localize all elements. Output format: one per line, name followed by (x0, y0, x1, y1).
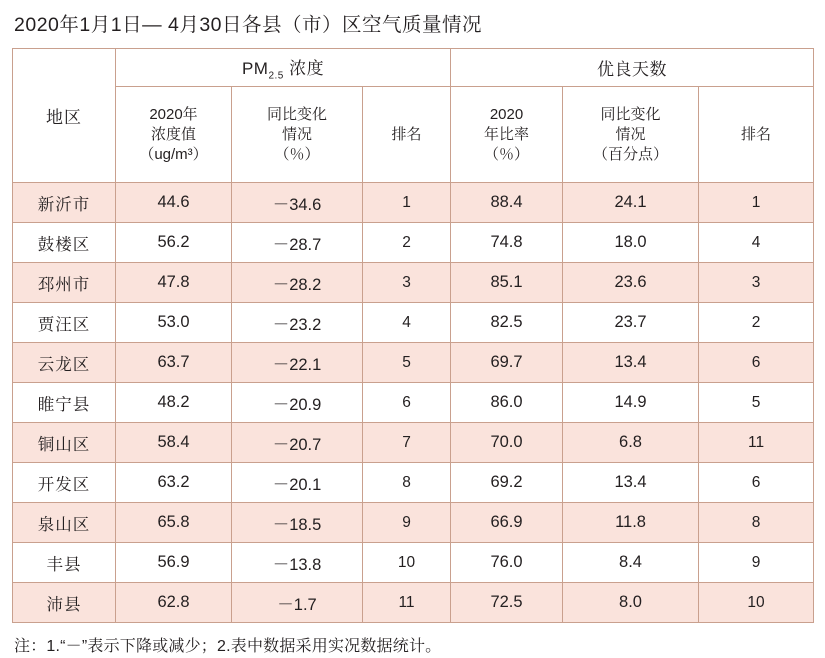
cell-gd-rank: 10 (699, 583, 814, 623)
column-header-gd-rank: 排名 (699, 87, 814, 183)
cell-pm-rank: 8 (363, 463, 451, 503)
cell-gd-change: 8.4 (563, 543, 699, 583)
cell-gd-value: 69.7 (451, 343, 563, 383)
cell-gd-change: 14.9 (563, 383, 699, 423)
table-row (13, 183, 814, 223)
cell-gd-value: 76.0 (451, 543, 563, 583)
cell-gd-value: 66.9 (451, 503, 563, 543)
cell-pm-change: －20.7 (232, 423, 363, 463)
cell-pm-value: 53.0 (116, 303, 232, 343)
table-header-row-groups (13, 49, 814, 87)
cell-pm-value: 62.8 (116, 583, 232, 623)
cell-gd-change: 23.7 (563, 303, 699, 343)
cell-pm-rank: 11 (363, 583, 451, 623)
cell-pm-value: 48.2 (116, 383, 232, 423)
cell-pm-change: －22.1 (232, 343, 363, 383)
pm-value-line-2: 浓度值 (150, 125, 196, 143)
cell-pm-value: 56.2 (116, 223, 232, 263)
column-header-gd-value (451, 87, 563, 183)
cell-gd-change: 8.0 (563, 583, 699, 623)
cell-region: 贾汪区 (13, 303, 116, 343)
table-row (13, 343, 814, 383)
table-row (13, 543, 814, 583)
table-row (13, 383, 814, 423)
cell-region: 丰县 (13, 543, 116, 583)
cell-region: 沛县 (13, 583, 116, 623)
cell-pm-value: 63.2 (116, 463, 232, 503)
cell-region: 泉山区 (13, 503, 116, 543)
table-row (13, 463, 814, 503)
column-header-pm-change (232, 87, 363, 183)
cell-pm-rank: 9 (363, 503, 451, 543)
cell-gd-change: 13.4 (563, 343, 699, 383)
pm25-label-main: PM (241, 58, 269, 78)
cell-pm-value: 56.9 (116, 543, 232, 583)
column-group-header-pm25 (116, 49, 451, 87)
column-group-header-good-days: 优良天数 (451, 49, 814, 87)
cell-gd-rank: 2 (699, 303, 814, 343)
cell-region: 邳州市 (13, 263, 116, 303)
air-quality-table (12, 48, 814, 623)
cell-gd-value: 82.5 (451, 303, 563, 343)
cell-pm-rank: 3 (363, 263, 451, 303)
gd-change-line-3: （百分点） (593, 145, 669, 163)
column-header-gd-change (563, 87, 699, 183)
pm-change-line-2: 情况 (281, 125, 312, 143)
table-header-row-subs (13, 87, 814, 183)
table-header (13, 49, 814, 183)
table-row (13, 223, 814, 263)
cell-gd-change: 13.4 (563, 463, 699, 503)
gd-value-line-1: 2020 (489, 105, 524, 123)
cell-gd-change: 23.6 (563, 263, 699, 303)
cell-gd-change: 11.8 (563, 503, 699, 543)
pm25-label-sub: 2.5 (268, 70, 284, 82)
cell-pm-change: －28.2 (232, 263, 363, 303)
cell-pm-value: 58.4 (116, 423, 232, 463)
table-row (13, 503, 814, 543)
gd-value-line-2: 年比率 (484, 125, 530, 143)
cell-gd-change: 18.0 (563, 223, 699, 263)
cell-pm-value: 44.6 (116, 183, 232, 223)
cell-pm-value: 63.7 (116, 343, 232, 383)
pm-change-line-1: 同比变化 (266, 105, 327, 123)
table-body (13, 183, 814, 623)
cell-pm-value: 47.8 (116, 263, 232, 303)
cell-gd-rank: 11 (699, 423, 814, 463)
cell-pm-change: －20.1 (232, 463, 363, 503)
cell-pm-change: －23.2 (232, 303, 363, 343)
column-header-pm-value (116, 87, 232, 183)
table-row (13, 263, 814, 303)
gd-change-line-2: 情况 (615, 125, 646, 143)
cell-pm-change: －34.6 (232, 183, 363, 223)
cell-pm-change: －1.7 (232, 583, 363, 623)
cell-gd-change: 6.8 (563, 423, 699, 463)
cell-gd-rank: 8 (699, 503, 814, 543)
table-row (13, 583, 814, 623)
cell-gd-rank: 5 (699, 383, 814, 423)
cell-pm-rank: 2 (363, 223, 451, 263)
pm-value-line-3: （ug/m³） (139, 145, 208, 163)
gd-value-line-3: （％） (484, 145, 530, 163)
cell-region: 云龙区 (13, 343, 116, 383)
column-header-region: 地区 (13, 49, 116, 183)
table-note: 注：1.“－”表示下降或减少；2.表中数据采用实况数据统计。 (14, 638, 442, 655)
cell-region: 睢宁县 (13, 383, 116, 423)
cell-pm-rank: 7 (363, 423, 451, 463)
table-row (13, 423, 814, 463)
cell-gd-value: 72.5 (451, 583, 563, 623)
cell-gd-value: 74.8 (451, 223, 563, 263)
cell-pm-change: －28.7 (232, 223, 363, 263)
cell-gd-change: 24.1 (563, 183, 699, 223)
column-header-pm-rank: 排名 (363, 87, 451, 183)
cell-pm-rank: 1 (363, 183, 451, 223)
cell-pm-rank: 4 (363, 303, 451, 343)
table-row (13, 303, 814, 343)
cell-pm-change: －13.8 (232, 543, 363, 583)
page-title: 2020年1月1日— 4月30日各县（市）区空气质量情况 (14, 14, 483, 36)
cell-pm-rank: 6 (363, 383, 451, 423)
cell-pm-change: －20.9 (232, 383, 363, 423)
cell-gd-rank: 1 (699, 183, 814, 223)
cell-gd-rank: 9 (699, 543, 814, 583)
cell-gd-value: 85.1 (451, 263, 563, 303)
pm-change-line-3: （％） (274, 145, 320, 163)
cell-pm-rank: 5 (363, 343, 451, 383)
cell-gd-rank: 6 (699, 343, 814, 383)
cell-pm-value: 65.8 (116, 503, 232, 543)
gd-change-line-1: 同比变化 (600, 105, 661, 123)
cell-gd-value: 88.4 (451, 183, 563, 223)
cell-pm-change: －18.5 (232, 503, 363, 543)
cell-region: 新沂市 (13, 183, 116, 223)
cell-gd-rank: 6 (699, 463, 814, 503)
cell-gd-value: 70.0 (451, 423, 563, 463)
cell-region: 开发区 (13, 463, 116, 503)
cell-gd-value: 69.2 (451, 463, 563, 503)
cell-pm-rank: 10 (363, 543, 451, 583)
cell-gd-rank: 4 (699, 223, 814, 263)
pm-value-line-1: 2020年 (149, 105, 198, 123)
cell-gd-rank: 3 (699, 263, 814, 303)
cell-region: 铜山区 (13, 423, 116, 463)
cell-gd-value: 86.0 (451, 383, 563, 423)
pm25-label-tail: 浓度 (283, 58, 325, 78)
cell-region: 鼓楼区 (13, 223, 116, 263)
